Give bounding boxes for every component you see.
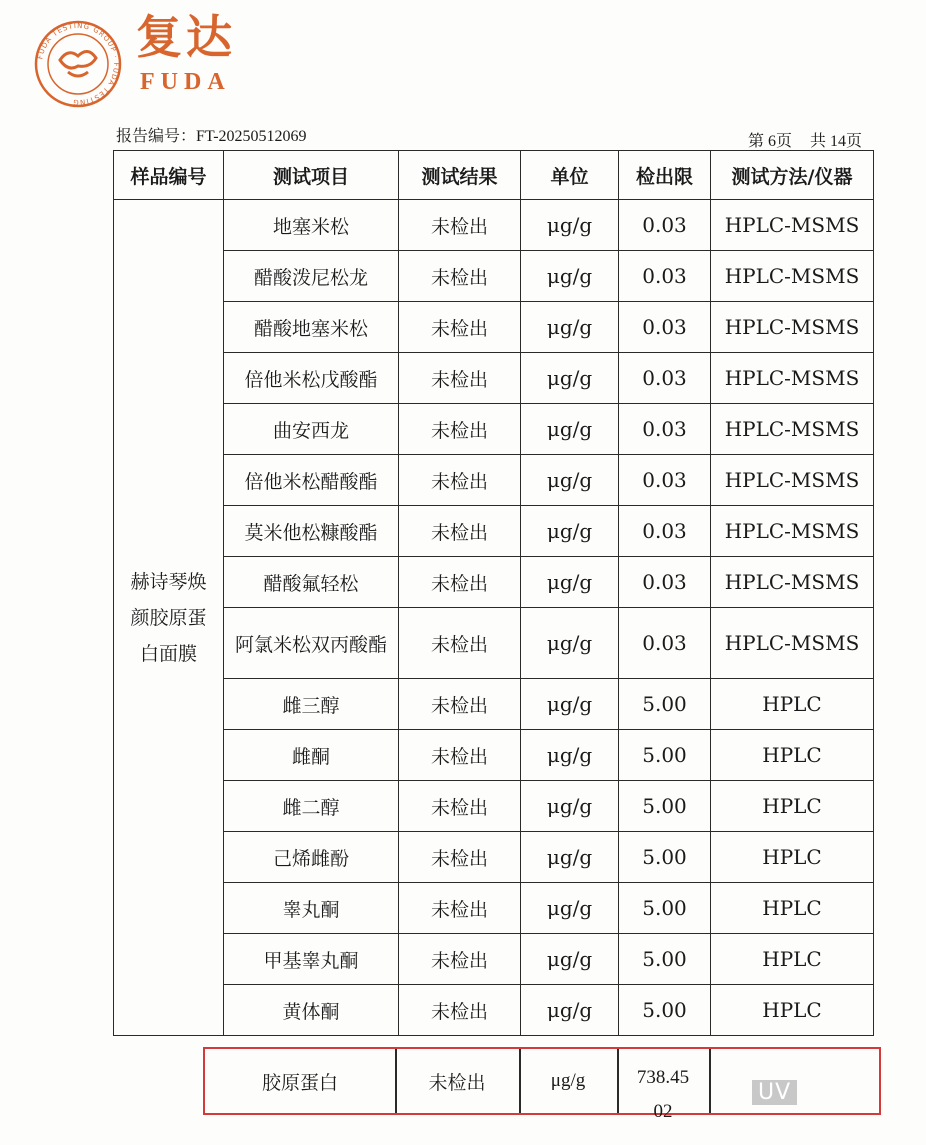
table-cell-unit: μg/g	[550, 1070, 586, 1091]
table-cell-result: 未检出	[399, 200, 521, 251]
table-row	[114, 730, 874, 781]
table-cell-unit: μg/g	[521, 832, 619, 883]
table-row	[114, 679, 874, 730]
table-cell-item: 地塞米松	[224, 200, 399, 251]
table-cell-limit: 0.03	[619, 608, 711, 679]
table-cell-limit: 0.03	[619, 557, 711, 608]
col-header-unit: 单位	[521, 151, 619, 200]
table-cell-result: 未检出	[399, 679, 521, 730]
table-cell-item: 雌酮	[224, 730, 399, 781]
table-cell-result: 未检出	[399, 883, 521, 934]
table-cell-result: 未检出	[399, 404, 521, 455]
table-cell-item: 阿氯米松双丙酸酯	[224, 608, 399, 679]
table-cell-limit: 0.03	[619, 302, 711, 353]
table-cell-limit: 0.03	[619, 506, 711, 557]
table-row	[114, 985, 874, 1036]
brand-name-en: FUDA	[140, 69, 231, 95]
table-cell-result: 未检出	[399, 302, 521, 353]
table-cell-method: HPLC-MSMS	[711, 455, 874, 506]
table-cell-result: 未检出	[399, 608, 521, 679]
table-cell-item: 己烯雌酚	[224, 832, 399, 883]
table-row	[114, 404, 874, 455]
page-current: 第 6页	[748, 133, 793, 150]
table-cell-result: 未检出	[399, 730, 521, 781]
table-cell-item: 莫米他松糠酸酯	[224, 506, 399, 557]
table-cell-result: 未检出	[399, 781, 521, 832]
table-row	[114, 934, 874, 985]
table-cell-result: 未检出	[399, 251, 521, 302]
brand-name-cn: 复达	[136, 10, 236, 64]
table-cell-unit: μg/g	[521, 455, 619, 506]
table-cell-method: HPLC-MSMS	[711, 302, 874, 353]
table-cell-method: HPLC	[711, 781, 874, 832]
page-total: 共 14页	[810, 133, 863, 150]
table-cell-unit: μg/g	[521, 883, 619, 934]
table-row	[114, 506, 874, 557]
table-cell-item: 甲基睾丸酮	[224, 934, 399, 985]
table-cell-limit: 0.03	[619, 353, 711, 404]
table-cell-limit: 0.03	[619, 251, 711, 302]
table-cell-limit: 0.03	[619, 455, 711, 506]
table-cell-result: 未检出	[399, 985, 521, 1036]
col-header-method: 测试方法/仪器	[711, 151, 874, 200]
table-cell-limit: 5.00	[619, 679, 711, 730]
col-header-sample: 样品编号	[114, 151, 224, 200]
table-cell-unit: μg/g	[521, 404, 619, 455]
table-cell-result: 未检出	[399, 557, 521, 608]
table-cell-unit: μg/g	[521, 353, 619, 404]
table-cell-item: 醋酸地塞米松	[224, 302, 399, 353]
table-cell-method: HPLC-MSMS	[711, 200, 874, 251]
table-row	[114, 557, 874, 608]
table-cell-method: HPLC	[711, 679, 874, 730]
table-cell-method: HPLC	[711, 730, 874, 781]
table-cell-limit: 5.00	[619, 781, 711, 832]
table-cell-limit	[617, 1049, 709, 1122]
table-cell-item: 醋酸泼尼松龙	[224, 251, 399, 302]
table-cell-unit: μg/g	[521, 200, 619, 251]
table-cell-unit: μg/g	[521, 557, 619, 608]
limit-value: 738.45 02	[636, 1067, 690, 1122]
table-cell-limit: 5.00	[619, 934, 711, 985]
table-cell-unit: μg/g	[521, 730, 619, 781]
table-cell-limit: 5.00	[619, 832, 711, 883]
table-cell-item: 曲安西龙	[224, 404, 399, 455]
table-cell-method: HPLC	[711, 934, 874, 985]
table-cell-method: HPLC-MSMS	[711, 557, 874, 608]
table-cell-item: 倍他米松醋酸酯	[224, 455, 399, 506]
table-cell-item: 雌二醇	[224, 781, 399, 832]
table-cell-method: HPLC-MSMS	[711, 353, 874, 404]
watermark-label: UV	[752, 1080, 797, 1105]
table-cell-unit: μg/g	[521, 781, 619, 832]
table-cell-method: HPLC	[711, 832, 874, 883]
table-cell-method: HPLC-MSMS	[711, 251, 874, 302]
table-cell-limit: 5.00	[619, 985, 711, 1036]
table-cell-method: HPLC-MSMS	[711, 404, 874, 455]
sample-name-cell	[114, 200, 224, 1036]
col-header-result: 测试结果	[399, 151, 521, 200]
sample-name-line: 颜胶原蛋	[130, 606, 207, 629]
table-row	[114, 883, 874, 934]
fuda-seal-logo	[34, 20, 122, 108]
table-cell-item: 黄体酮	[224, 985, 399, 1036]
table-cell-unit: μg/g	[521, 985, 619, 1036]
table-row	[114, 608, 874, 679]
table-row	[114, 302, 874, 353]
table-cell-method: HPLC-MSMS	[711, 506, 874, 557]
table-cell-limit: 0.03	[619, 200, 711, 251]
table-cell-item: 胶原蛋白	[261, 1071, 338, 1094]
table-cell-result: 未检出	[399, 934, 521, 985]
table-row	[114, 832, 874, 883]
table-cell-unit: μg/g	[521, 608, 619, 679]
table-cell-item: 倍他米松戊酸酯	[224, 353, 399, 404]
table-row	[114, 200, 874, 251]
report-number: 报告编号：FT-20250512069	[116, 128, 307, 145]
table-cell-unit: μg/g	[521, 679, 619, 730]
table-cell-unit: μg/g	[521, 934, 619, 985]
table-cell-result: 未检出	[399, 455, 521, 506]
table-cell-result: 未检出	[399, 832, 521, 883]
table-cell-limit: 5.00	[619, 883, 711, 934]
table-cell-unit: μg/g	[521, 302, 619, 353]
table-cell-method: HPLC	[711, 985, 874, 1036]
table-cell-result: 未检出	[399, 506, 521, 557]
page-indicator	[748, 128, 862, 151]
table-cell-item: 睾丸酮	[224, 883, 399, 934]
table-cell-limit: 5.00	[619, 730, 711, 781]
sample-name-line: 赫诗琴焕	[130, 570, 207, 593]
col-header-limit: 检出限	[619, 151, 711, 200]
sample-name-line: 白面膜	[139, 642, 197, 665]
table-row	[114, 353, 874, 404]
table-cell-result: 未检出	[428, 1071, 486, 1094]
table-cell-item: 雌三醇	[224, 679, 399, 730]
table-cell-limit: 0.03	[619, 404, 711, 455]
test-results-table	[113, 150, 874, 1036]
table-cell-method: HPLC	[711, 883, 874, 934]
svg-text:FUDA TESTING GROUP · FUDA TEST: FUDA TESTING GROUP · FUDA TESTING	[36, 21, 121, 107]
table-row	[114, 781, 874, 832]
table-cell-item: 醋酸氟轻松	[224, 557, 399, 608]
table-cell-unit: μg/g	[521, 251, 619, 302]
table-cell-unit: μg/g	[521, 506, 619, 557]
table-row	[114, 251, 874, 302]
table-row	[114, 455, 874, 506]
table-cell-result: 未检出	[399, 353, 521, 404]
col-header-item: 测试项目	[224, 151, 399, 200]
table-cell-method: HPLC-MSMS	[711, 608, 874, 679]
table-header-row	[114, 151, 874, 200]
